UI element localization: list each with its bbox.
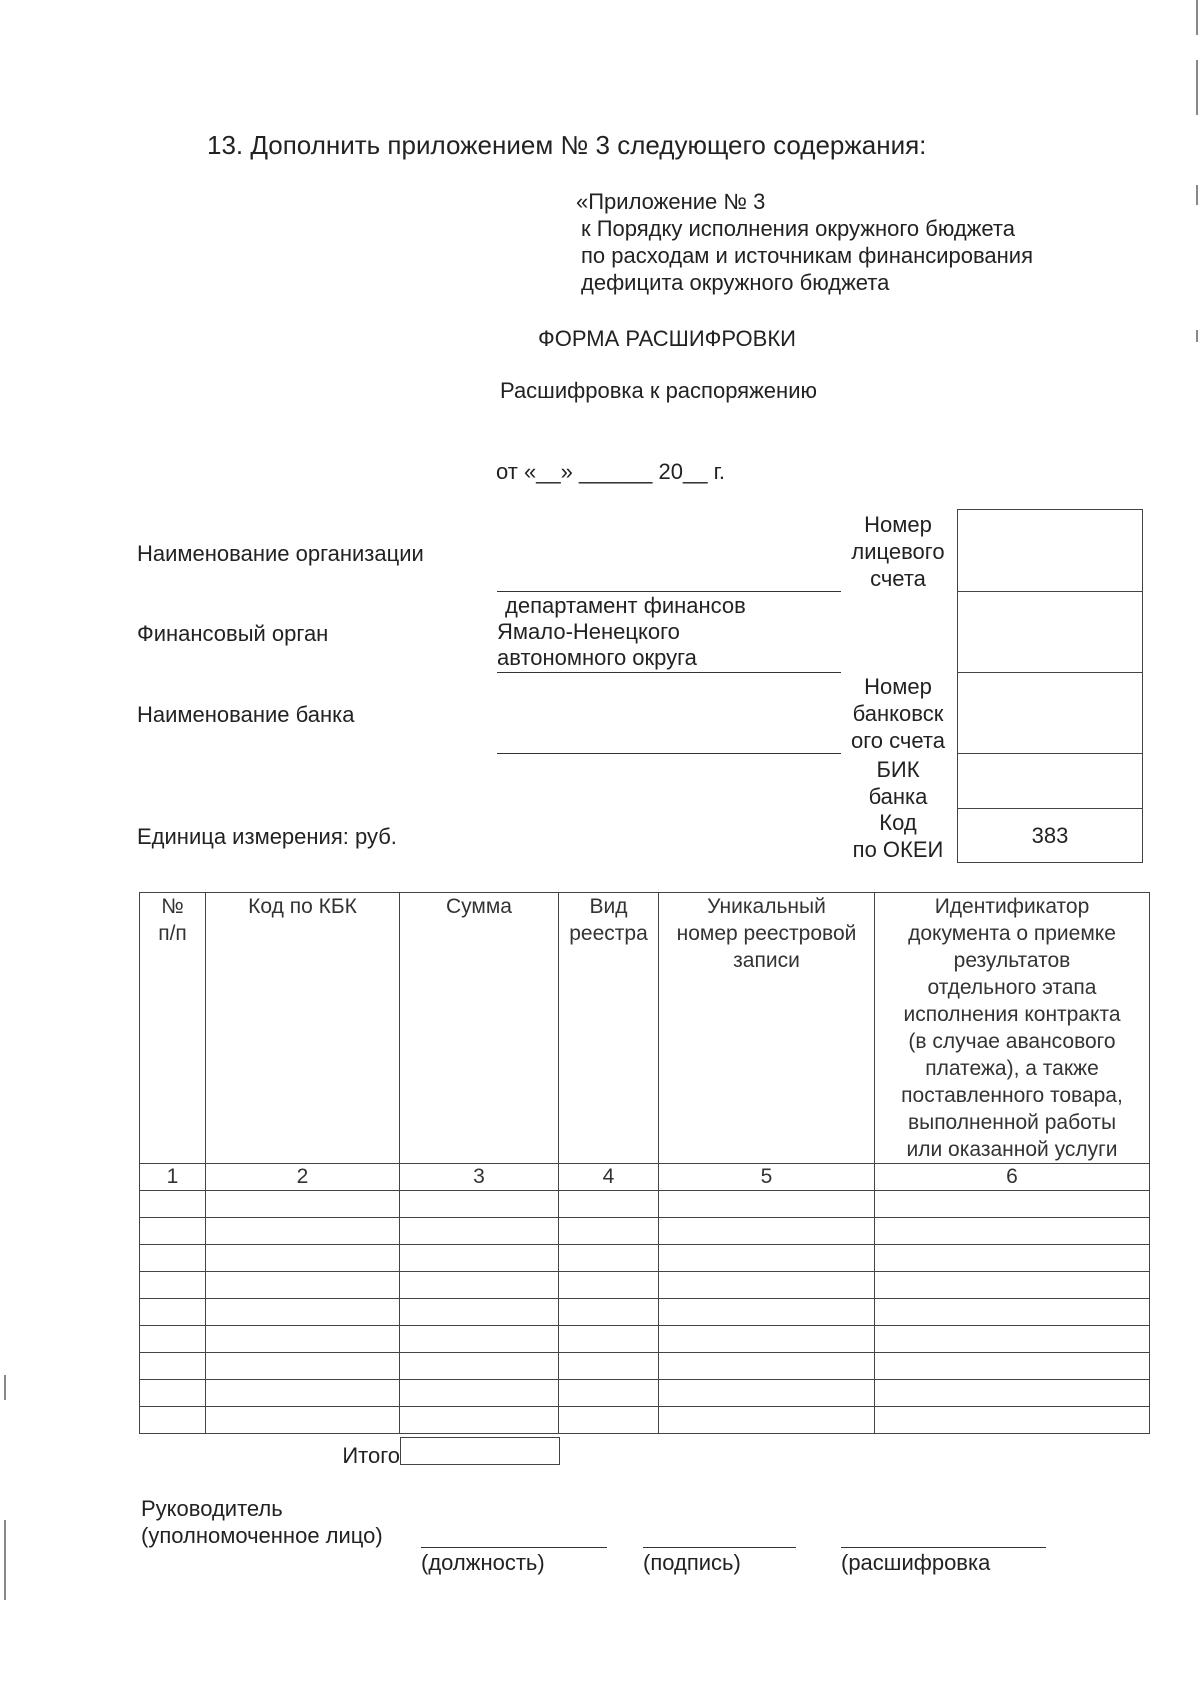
bik-cell[interactable] [958, 754, 1142, 809]
okei-value: 383 [1031, 823, 1069, 848]
bik-label [840, 756, 956, 810]
table-row [140, 1245, 1150, 1272]
scan-margin-mark [4, 1520, 6, 1600]
label-line: банковск [852, 701, 944, 726]
table-cell[interactable] [875, 1353, 1150, 1380]
table-cell[interactable] [659, 1353, 875, 1380]
header-line: № [161, 895, 184, 918]
table-cell[interactable] [659, 1407, 875, 1434]
table-cell[interactable] [559, 1245, 659, 1272]
table-cell[interactable] [206, 1407, 400, 1434]
header-line: результатов [953, 949, 1071, 972]
table-cell[interactable] [206, 1191, 400, 1218]
header-kbk-code [206, 893, 400, 1164]
signature-label-line: Руководитель [141, 1496, 283, 1521]
table-cell[interactable] [659, 1380, 875, 1407]
table-cell[interactable] [659, 1299, 875, 1326]
bank-name-label: Наименование банка [137, 702, 355, 727]
table-cell[interactable] [559, 1407, 659, 1434]
label-line: Код [879, 810, 917, 835]
header-line: (в случае авансового [908, 1030, 1116, 1053]
appendix-line: к Порядку исполнения окружного бюджета [581, 216, 1015, 241]
table-row [140, 1380, 1150, 1407]
table-cell[interactable] [875, 1407, 1150, 1434]
table-cell[interactable] [875, 1272, 1150, 1299]
table-cell[interactable] [140, 1407, 206, 1434]
bank-name-line[interactable] [497, 753, 841, 754]
table-cell[interactable] [206, 1272, 400, 1299]
header-line: п/п [158, 922, 187, 945]
table-cell[interactable] [875, 1191, 1150, 1218]
table-cell[interactable] [559, 1218, 659, 1245]
table-cell[interactable] [875, 1380, 1150, 1407]
appendix-line: «Приложение № 3 [576, 189, 766, 214]
subtitle: Расшифровка к распоряжению [500, 378, 817, 403]
table-cell[interactable] [875, 1245, 1150, 1272]
header-line: документа о приемке [908, 922, 1116, 945]
header-line: Идентификатор [934, 895, 1090, 918]
header-line: исполнения контракта [903, 1003, 1121, 1026]
table-cell[interactable] [400, 1380, 559, 1407]
fin-body-value-line: автономного округа [497, 645, 697, 670]
fin-body-label: Финансовый орган [137, 621, 329, 646]
table-cell[interactable] [559, 1380, 659, 1407]
position-line[interactable] [421, 1547, 607, 1548]
header-registry-type [559, 893, 659, 1164]
column-number: 2 [206, 1164, 400, 1191]
table-cell[interactable] [140, 1299, 206, 1326]
label-line: Номер [864, 512, 932, 537]
label-line: по ОКЕИ [852, 837, 944, 862]
appendix-block [576, 188, 1033, 296]
appendix-line: по расходам и источникам финансирования [581, 243, 1034, 268]
column-number: 6 [875, 1164, 1150, 1191]
table-cell[interactable] [400, 1326, 559, 1353]
label-line: банка [868, 784, 928, 809]
codes-box [957, 509, 1143, 863]
table-cell[interactable] [206, 1245, 400, 1272]
okei-label [840, 809, 956, 863]
table-cell[interactable] [559, 1299, 659, 1326]
table-cell[interactable] [140, 1245, 206, 1272]
signature-caption: (подпись) [643, 1550, 741, 1575]
header-line: отдельного этапа [927, 976, 1097, 999]
scan-margin-mark [1196, 185, 1198, 205]
account-number-cell-2[interactable] [958, 592, 1142, 673]
header-line: Уникальный [707, 895, 826, 918]
table-cell[interactable] [659, 1326, 875, 1353]
table-cell[interactable] [206, 1326, 400, 1353]
table-row [140, 1272, 1150, 1299]
table-cell[interactable] [206, 1353, 400, 1380]
fin-body-line [497, 672, 841, 673]
breakdown-table [139, 892, 1150, 1434]
signature-label [141, 1495, 383, 1549]
column-number: 1 [140, 1164, 206, 1191]
table-cell[interactable] [559, 1326, 659, 1353]
header-row-number [140, 893, 206, 1164]
table-row [140, 1218, 1150, 1245]
header-registry-number [659, 893, 875, 1164]
label-line: Номер [864, 674, 932, 699]
name-decoding-line[interactable] [841, 1547, 1046, 1548]
table-cell[interactable] [400, 1191, 559, 1218]
table-cell[interactable] [206, 1299, 400, 1326]
scan-margin-mark [1196, 0, 1198, 35]
column-number: 5 [659, 1164, 875, 1191]
table-cell[interactable] [140, 1326, 206, 1353]
table-cell[interactable] [559, 1191, 659, 1218]
header-line: Код по КБК [248, 895, 357, 918]
table-row [140, 1299, 1150, 1326]
table-row [140, 1407, 1150, 1434]
header-document-id [875, 893, 1150, 1164]
account-number-cell[interactable] [958, 510, 1142, 592]
label-line: лицевого [851, 539, 945, 564]
total-label: Итого [342, 1443, 400, 1468]
name-decoding-caption: (расшифровка [841, 1550, 991, 1575]
fin-body-value [497, 593, 746, 671]
account-number-label [840, 511, 956, 592]
header-line: Вид [589, 895, 628, 918]
table-cell[interactable] [659, 1245, 875, 1272]
table-cell[interactable] [400, 1245, 559, 1272]
table-cell[interactable] [140, 1380, 206, 1407]
table-cell[interactable] [140, 1191, 206, 1218]
label-line: БИК [876, 757, 920, 782]
scan-margin-mark [1196, 60, 1198, 115]
header-line: Сумма [446, 895, 512, 918]
header-line: реестра [569, 922, 648, 945]
table-cell[interactable] [400, 1407, 559, 1434]
table-cell[interactable] [659, 1218, 875, 1245]
heading: 13. Дополнить приложением № 3 следующего содержания: [207, 130, 927, 160]
unit-label: Единица измерения: руб. [137, 824, 397, 849]
column-number: 3 [400, 1164, 559, 1191]
table-row [140, 1191, 1150, 1218]
header-line: или оказанной услуги [906, 1138, 1118, 1161]
date-line: от «__» ______ 20__ г. [496, 459, 726, 484]
org-name-line[interactable] [497, 591, 841, 592]
table-cell[interactable] [400, 1353, 559, 1380]
bank-account-cell[interactable] [958, 673, 1142, 754]
header-line: записи [733, 949, 800, 972]
total-amount-cell[interactable] [400, 1437, 560, 1465]
table-cell[interactable] [659, 1272, 875, 1299]
table-row [140, 1353, 1150, 1380]
label-line: счета [870, 566, 926, 591]
table-cell[interactable] [140, 1272, 206, 1299]
table-header-row [140, 893, 1150, 1164]
scan-margin-mark [1196, 330, 1198, 342]
header-amount [400, 893, 559, 1164]
label-line: ого счета [851, 728, 945, 753]
header-line: платежа), а также [925, 1057, 1099, 1080]
table-cell[interactable] [206, 1380, 400, 1407]
table-row [140, 1326, 1150, 1353]
header-line: номер реестровой [676, 922, 857, 945]
table-cell[interactable] [206, 1218, 400, 1245]
appendix-line: дефицита окружного бюджета [581, 270, 890, 295]
org-name-label: Наименование организации [137, 541, 424, 566]
table-cell[interactable] [400, 1299, 559, 1326]
table-cell[interactable] [875, 1326, 1150, 1353]
header-line: выполненной работы [907, 1111, 1117, 1134]
form-title: ФОРМА РАСШИФРОВКИ [538, 326, 796, 351]
scan-margin-mark [4, 1375, 6, 1400]
signature-label-line: (уполномоченное лицо) [141, 1523, 383, 1548]
table-cell[interactable] [140, 1353, 206, 1380]
column-number-row [140, 1164, 1150, 1191]
position-caption: (должность) [421, 1550, 545, 1575]
header-line: поставленного товара, [901, 1084, 1123, 1107]
table-cell[interactable] [559, 1272, 659, 1299]
fin-body-value-line: Ямало-Ненецкого [497, 619, 680, 644]
table-cell[interactable] [140, 1218, 206, 1245]
table-cell[interactable] [875, 1218, 1150, 1245]
fin-body-value-line: департамент финансов [505, 593, 746, 618]
column-number: 4 [559, 1164, 659, 1191]
table-cell[interactable] [659, 1191, 875, 1218]
table-cell[interactable] [559, 1353, 659, 1380]
table-cell[interactable] [875, 1299, 1150, 1326]
table-cell[interactable] [400, 1272, 559, 1299]
bank-account-label [840, 673, 956, 754]
signature-line[interactable] [643, 1547, 796, 1548]
table-cell[interactable] [400, 1218, 559, 1245]
